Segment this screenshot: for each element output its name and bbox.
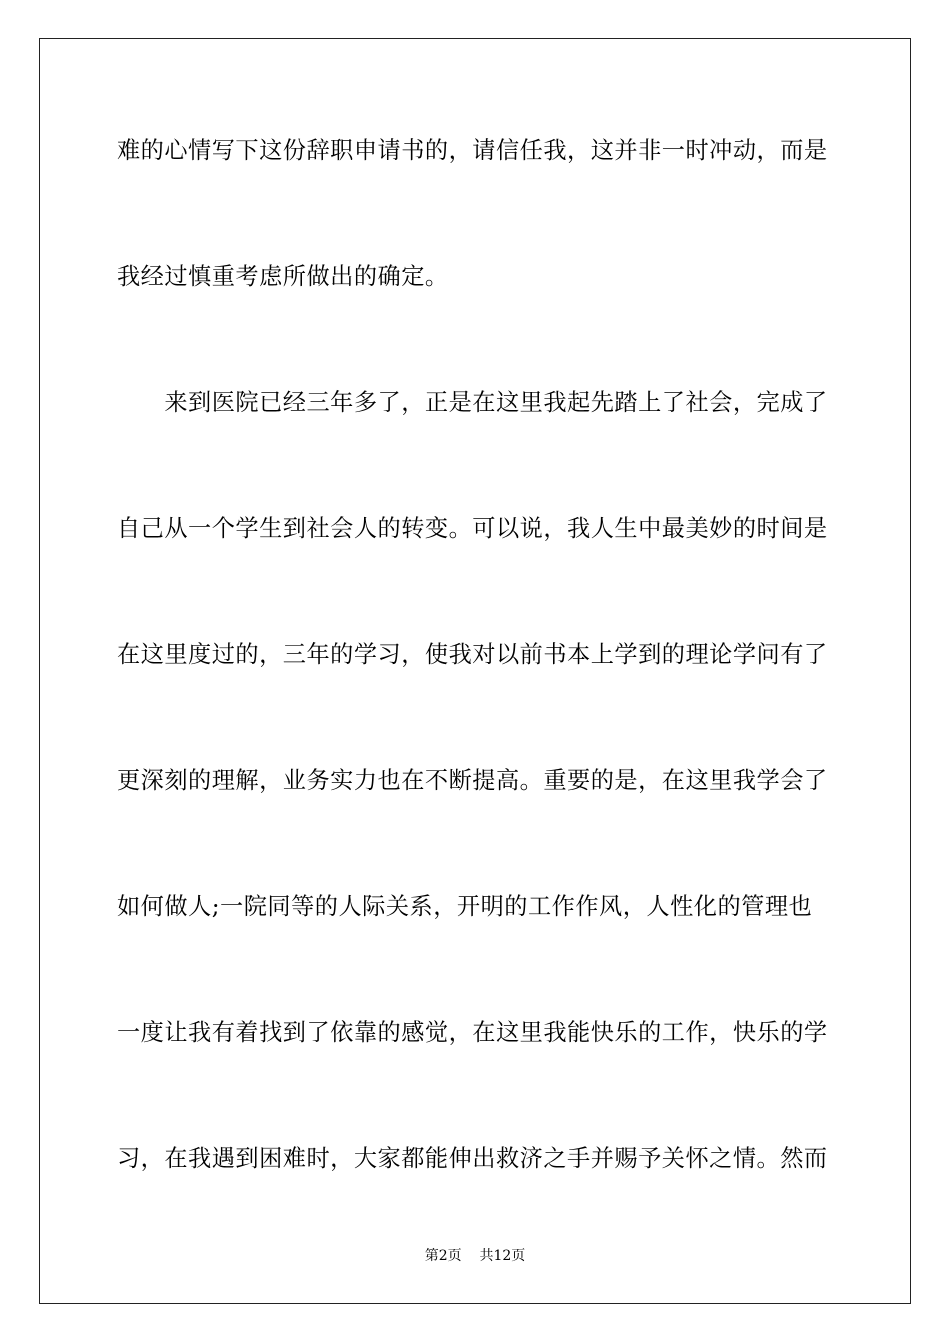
text-line: 如何做人;一院同等的人际关系，开明的工作作风，人性化的管理也 — [117, 893, 813, 920]
page-number-footer: 第2页 共12页 — [424, 1248, 526, 1264]
text-line: 我经过慎重考虑所做出的确定。 — [117, 263, 449, 290]
text-line: 在这里度过的，三年的学习，使我对以前书本上学到的理论学问有了 — [117, 641, 828, 668]
text-line: 自己从一个学生到社会人的转变。可以说，我人生中最美妙的时间是 — [117, 515, 828, 542]
text-line: 难的心情写下这份辞职申请书的，请信任我，这并非一时冲动，而是 — [117, 137, 828, 164]
document-body — [117, 124, 837, 1258]
text-line: 更深刻的理解，业务实力也在不断提高。重要的是，在这里我学会了 — [117, 767, 828, 794]
text-line: 来到医院已经三年多了，正是在这里我起先踏上了社会，完成了 — [117, 389, 828, 416]
text-line: 习，在我遇到困难时，大家都能伸出救济之手并赐予关怀之情。然而 — [117, 1145, 828, 1172]
text-line: 一度让我有着找到了依靠的感觉，在这里我能快乐的工作，快乐的学 — [117, 1019, 828, 1046]
